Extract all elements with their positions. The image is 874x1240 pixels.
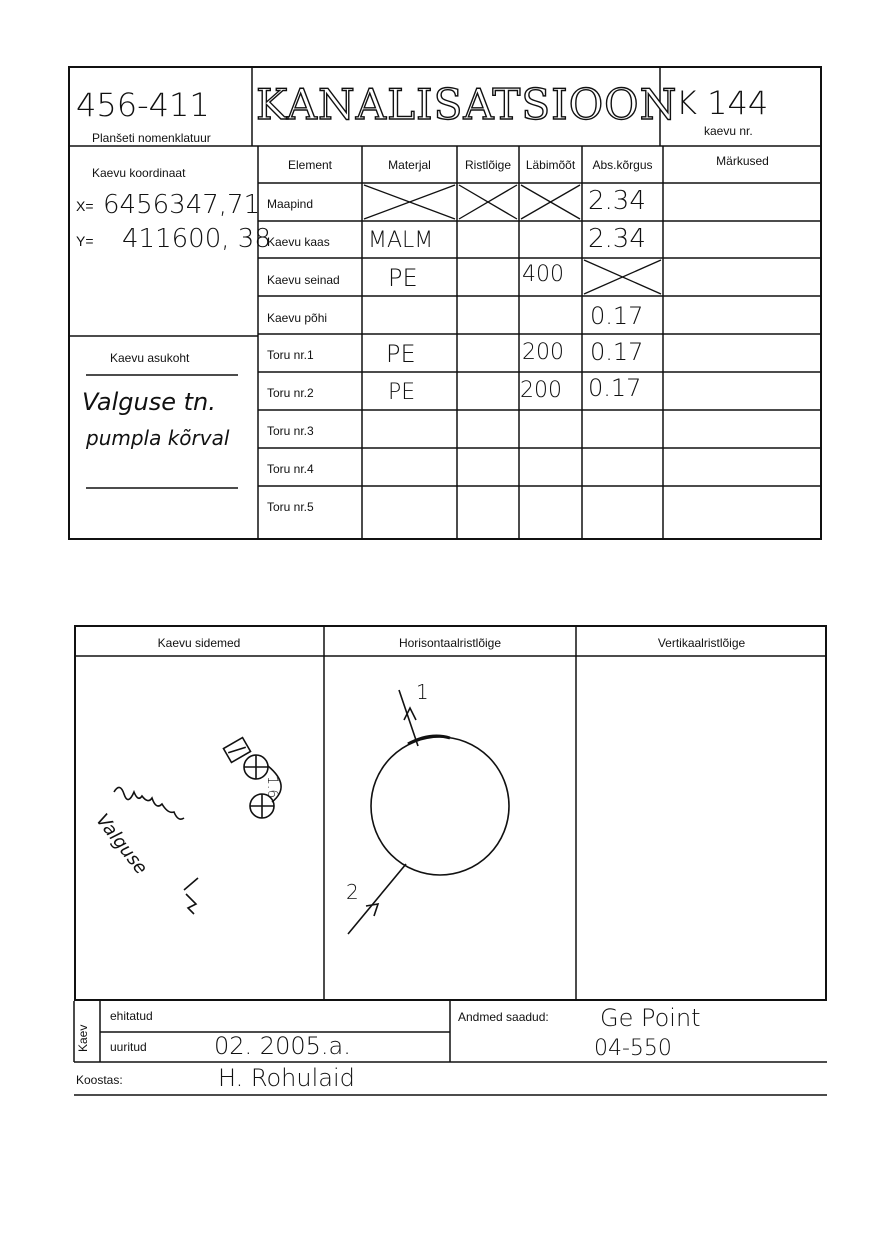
sheet-number: 456-411 xyxy=(76,86,210,124)
location-line1: Valguse tn. xyxy=(82,388,216,416)
header-abs-height: Abs.kõrgus xyxy=(592,158,653,172)
data-source: Ge Point xyxy=(600,1004,701,1032)
x-value: 6456347,71 xyxy=(103,190,261,220)
y-label: Y= xyxy=(76,233,94,249)
cell-height: 2.34 xyxy=(588,186,646,216)
cell-height: 0.17 xyxy=(590,338,644,366)
well-number: K 144 xyxy=(676,84,769,122)
pipe-2-label: 2 xyxy=(346,880,359,904)
coordinates-label: Kaevu koordinaat xyxy=(92,166,186,180)
pipe-1-label: 1 xyxy=(416,680,429,704)
cell-material: MALM xyxy=(368,228,434,253)
sheet-label: Planšeti nomenklatuur xyxy=(92,131,211,145)
col-horizontal-section: Horisontaalristlõige xyxy=(398,636,502,650)
col-vertical-section: Vertikaalristlõige xyxy=(657,636,746,650)
cell-diameter: 400 xyxy=(522,262,564,287)
author-label: Koostas: xyxy=(76,1073,123,1087)
cell-height: 0.17 xyxy=(590,302,644,330)
row-element: Toru nr.3 xyxy=(267,424,314,438)
header-diameter: Läbimõõt xyxy=(525,158,576,172)
x-label: X= xyxy=(76,198,94,214)
row-element: Toru nr.2 xyxy=(267,386,314,400)
row-element: Kaevu seinad xyxy=(267,273,340,287)
data-number: 04-550 xyxy=(594,1036,672,1061)
author-value: H. Rohulaid xyxy=(218,1064,355,1092)
row-element: Toru nr.5 xyxy=(267,500,314,514)
row-element: Kaevu põhi xyxy=(267,311,328,325)
built-label: ehitatud xyxy=(110,1009,153,1023)
header-cross-section: Ristlõige xyxy=(464,158,512,172)
header-element: Element xyxy=(287,158,333,172)
row-element: Maapind xyxy=(267,197,314,211)
cell-material: PE xyxy=(386,340,416,368)
cell-diameter: 200 xyxy=(522,340,564,365)
y-value: 411600, 38 xyxy=(122,224,271,254)
well-label: kaevu nr. xyxy=(704,124,753,138)
cell-material: PE xyxy=(388,264,418,292)
cell-material: PE xyxy=(388,380,416,405)
location-label: Kaevu asukoht xyxy=(110,351,190,365)
cell-height: 0.17 xyxy=(588,374,642,402)
sketch-street-name: Valguse xyxy=(91,810,152,879)
page-title: KANALISATSIOON xyxy=(256,80,678,129)
measured-value: 02. 2005.a. xyxy=(214,1032,351,1060)
measured-label: uuritud xyxy=(110,1040,147,1054)
header-material: Materjal xyxy=(388,158,431,172)
row-element: Toru nr.1 xyxy=(267,348,314,362)
sketch-measurement: 1.6 xyxy=(264,776,280,799)
row-element: Kaevu kaas xyxy=(267,235,330,249)
header-notes: Märkused xyxy=(716,154,769,168)
col-well-links: Kaevu sidemed xyxy=(157,636,241,650)
well-side-label: Kaev xyxy=(76,1024,90,1052)
row-element: Toru nr.4 xyxy=(267,462,314,476)
data-source-label: Andmed saadud: xyxy=(458,1010,549,1024)
cell-diameter: 200 xyxy=(520,378,562,403)
cell-height: 2.34 xyxy=(588,224,646,254)
location-line2: pumpla kõrval xyxy=(86,426,230,450)
